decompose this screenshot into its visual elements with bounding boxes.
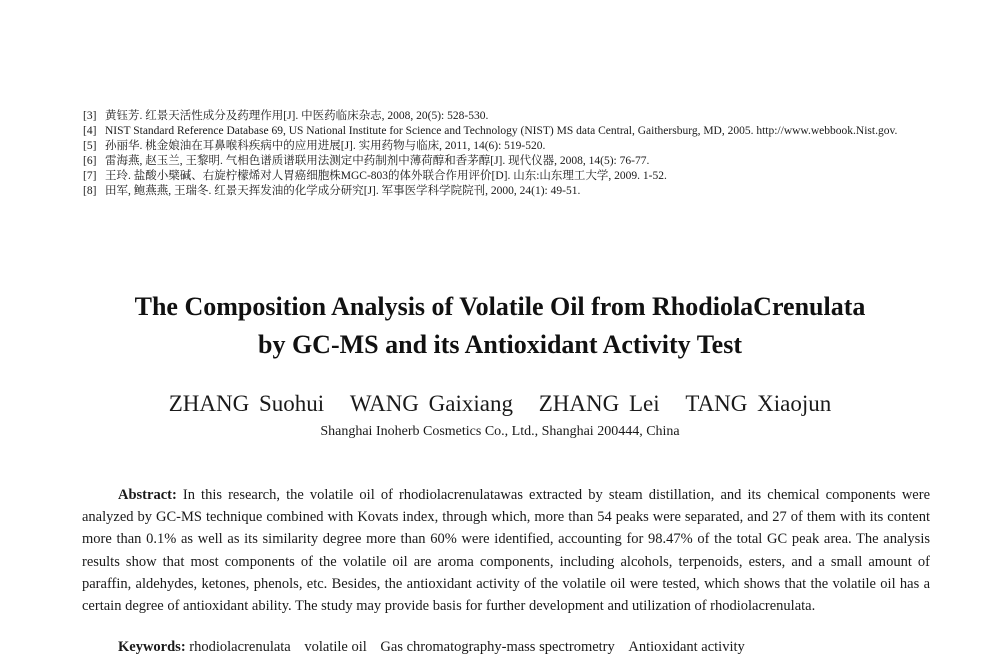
paper-title-line-1: The Composition Analysis of Volatile Oil from RhodiolaCrenulata: [134, 292, 866, 321]
abstract-label: Abstract:: [118, 487, 177, 503]
reference-text: 孙丽华. 桃金娘油在耳鼻喉科疾病中的应用进展[J]. 实用药物与临床, 2011, 14(6): 519-520.: [105, 140, 546, 152]
reference-item: [83, 154, 943, 169]
reference-item: [83, 169, 943, 184]
reference-number: [6]: [83, 155, 97, 167]
author-name: WANG Gaixiang: [349, 391, 513, 416]
reference-number: [4]: [83, 125, 97, 137]
keyword: rhodiolacrenulata: [189, 639, 291, 655]
reference-item: [83, 109, 943, 124]
reference-number: [8]: [83, 185, 97, 197]
keywords-label: Keywords:: [118, 639, 186, 655]
reference-item: [83, 184, 943, 199]
reference-number: [7]: [83, 170, 97, 182]
abstract-paragraph: [82, 484, 930, 617]
reference-item: [83, 139, 943, 154]
reference-text: 王玲. 盐酸小檗碱、右旋柠檬烯对人胃癌细胞株MGC-803的体外联合作用评价[D]. 山东:山东理工大学, 2009. 1-52.: [105, 170, 667, 182]
affiliation: Shanghai Inoherb Cosmetics Co., Ltd., Shanghai 200444, China: [320, 424, 680, 439]
abstract-text: In this research, the volatile oil of rhodiolacrenulatawas extracted by steam distillation, and its chemical components were analyzed by GC-MS technique combined with Kovats index, through which, more than 54 peaks were separated, and 27 of them with its content more than 0.1% as well as its similarity degree more than 60% were identified, accounting for 98.47% of the total GC peak area. The analysis results show that most components of the volatile oil are aroma components, including alcohols, terpenoids, esters, and a small amount of paraffin, aldehydes, ketones, phenols, etc. Besides, the antioxidant activity of the volatile oil were tested, which shows that the volatile oil has a certain degree of antioxidant ability. The study may provide basis for further development and utilization of rhodiolacrenulata.: [82, 487, 931, 615]
reference-text: 雷海燕, 赵玉兰, 王黎明. 气相色谱质谱联用法测定中药制剂中薄荷醇和香茅醇[J]. 现代仪器, 2008, 14(5): 76-77.: [105, 155, 650, 167]
reference-number: [5]: [83, 140, 97, 152]
reference-number: [3]: [83, 110, 97, 122]
reference-text: NIST Standard Reference Database 69, US National Institute for Science and Technology (NIST) MS data Central, Gaithersburg, MD, 2005. http://www.webbook.Nist.gov.: [105, 125, 898, 137]
keyword: Antioxidant activity: [628, 639, 745, 655]
keyword: volatile oil: [304, 639, 367, 655]
keyword: Gas chromatography-mass spectrometry: [380, 639, 615, 655]
author-name: TANG Xiaojun: [685, 391, 832, 416]
keywords-line: [118, 637, 938, 657]
reference-text: 黄钰芳. 红景天活性成分及药理作用[J]. 中医药临床杂志, 2008, 20(5): 528-530.: [105, 110, 489, 122]
author-name: ZHANG Suohui: [168, 391, 325, 416]
reference-item: [83, 124, 943, 139]
author-list: [0, 390, 1000, 418]
paper-title-line-2: by GC-MS and its Antioxidant Activity Test: [258, 330, 742, 359]
reference-text: 田军, 鲍燕燕, 王瑞冬. 红景天挥发油的化学成分研究[J]. 军事医学科学院院刊, 2000, 24(1): 49-51.: [105, 185, 581, 197]
paper-title: [0, 288, 1000, 364]
author-name: ZHANG Lei: [538, 391, 660, 416]
reference-list: [83, 109, 943, 199]
